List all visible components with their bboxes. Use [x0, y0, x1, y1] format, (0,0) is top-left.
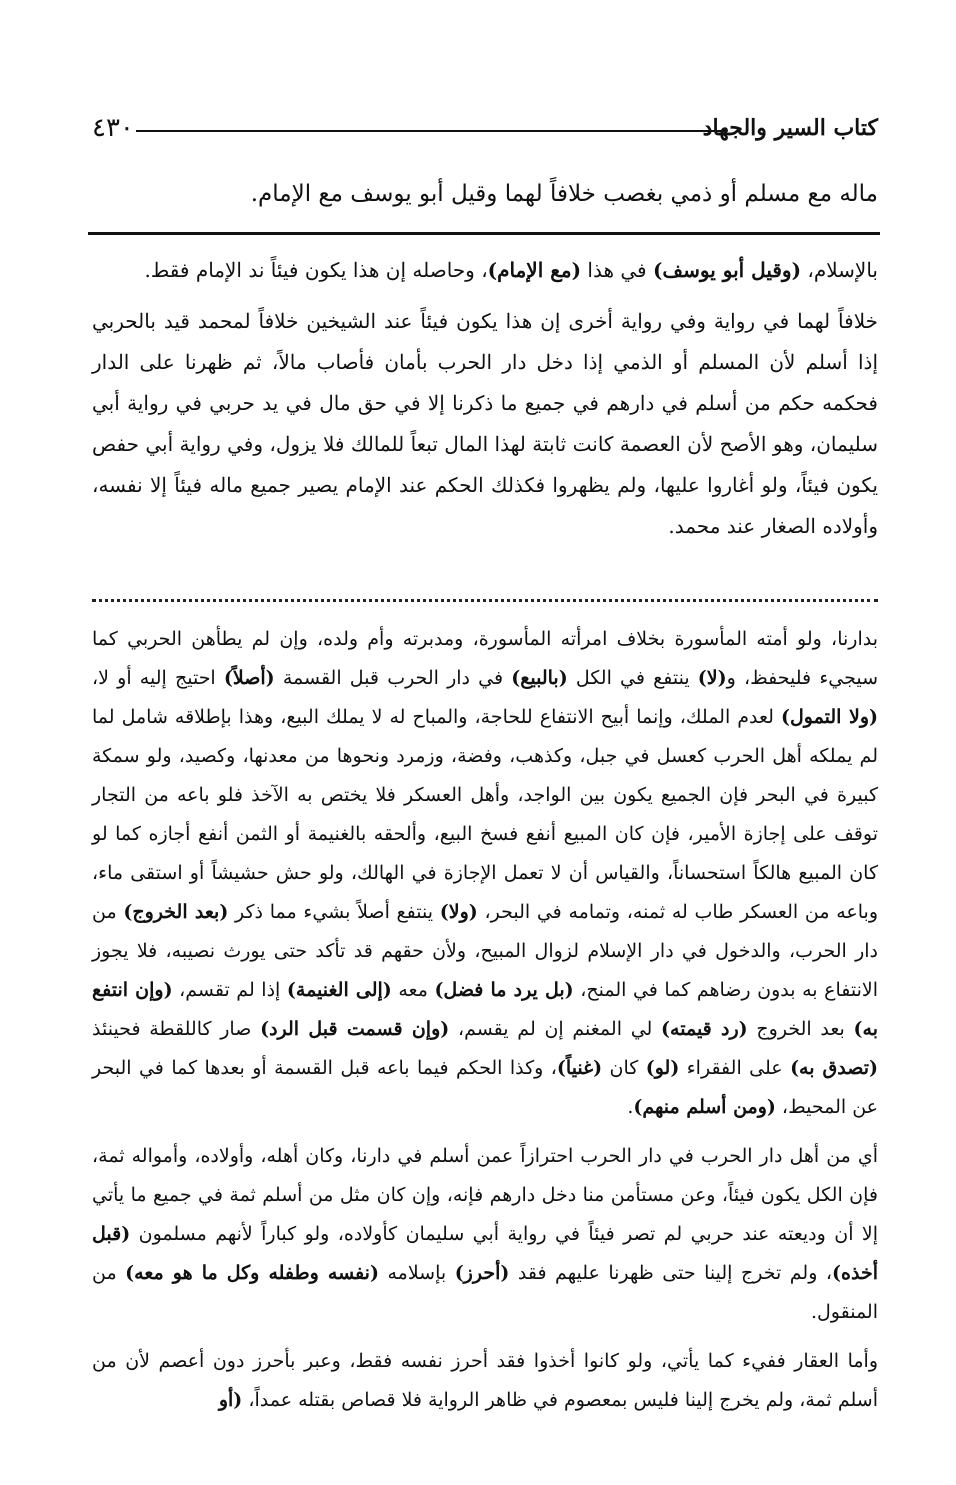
quoted-matn: (لو) — [645, 1057, 680, 1079]
quoted-matn: (ومن أسلم منهم) — [633, 1096, 776, 1118]
quoted-matn: (ولا) — [439, 901, 478, 923]
quoted-matn: (بعد الخروج) — [123, 901, 229, 923]
commentary-a-paragraph-1 — [92, 250, 878, 291]
quoted-matn: (ولا التمول) — [781, 706, 878, 728]
quoted-matn: (بل يرد ما فضل) — [434, 979, 574, 1001]
text-run: . — [627, 1096, 634, 1118]
quoted-matn: (مع الإمام) — [487, 258, 582, 282]
text-run: معه — [391, 979, 435, 1001]
quoted-matn: (وقيل أبو يوسف) — [652, 258, 802, 282]
quoted-matn: (غنياً) — [556, 1057, 603, 1079]
text-run: احتيج إليه أو لا، — [92, 667, 224, 689]
text-run: ، وكذا الحكم فيما باعه قبل القسمة أو بعدها كما في البحر عن المحيط، — [92, 1057, 878, 1118]
quoted-matn: (رد قيمته) — [661, 1018, 748, 1040]
matn-separator-rule — [88, 232, 880, 235]
running-title: كتاب السير والجهاد — [702, 115, 878, 141]
commentary-b-paragraph-1 — [92, 620, 878, 1127]
text-run: خلافاً لهما في رواية وفي رواية أخرى إن هذا يكون فيئاً عند الشيخين خلافاً لمحمد قيد بالحربي إذا أسلم لأن المسلم أو الذمي إذا دخل دار الحرب بأمان فأصاب مالاً، ثم ظهرنا على الدار فحكمه حكم من أسلم في دارهم في جميع ما ذكرنا إلا في حق مال في يد حربي في رواية أبي سليمان، وهو الأصح لأن العصمة كانت ثابتة لهذا المال تبعاً للمالك فلا يزول، وفي رواية أبي حفص يكون فيئاً، ولو أغاروا عليها، ولم يظهروا فكذلك الحكم عند الإمام يصير جميع ماله فيئاً إلا نفسه، وأولاده الصغار عند محمد. — [92, 309, 878, 538]
text-run: ينتفع أصلاً بشيء مما ذكر — [228, 901, 440, 923]
text-run: من المنقول. — [92, 1262, 878, 1323]
text-run: في دار الحرب قبل القسمة — [274, 667, 512, 689]
text-run: كان — [602, 1057, 646, 1079]
text-run: بعد الخروج — [747, 1018, 854, 1040]
quoted-matn: (أحرز) — [454, 1262, 510, 1284]
dotted-separator — [92, 599, 878, 602]
text-run: بالإسلام، — [801, 258, 878, 282]
quoted-matn: (قبل أخذه) — [92, 1223, 878, 1284]
commentary-b-paragraph-2 — [92, 1137, 878, 1332]
text-run: صار كاللقطة فحينئذ — [92, 1018, 261, 1040]
text-run: في هذا — [581, 258, 653, 282]
commentary-section-a — [92, 250, 878, 557]
text-run: ، وحاصله إن هذا يكون فيئاً ند الإمام فقط. — [144, 258, 488, 282]
quoted-matn: (أو — [218, 1389, 243, 1411]
text-run: بدارنا، ولو أمته المأسورة بخلاف امرأته المأسورة، ومدبرته وأم ولده، وإن لم يطأهن الحربي كما سيجيء فليحفظ، و — [92, 628, 879, 689]
text-run: أي من أهل دار الحرب في دار الحرب احترازاً عمن أسلم في دارنا، وكان أهله، وأولاده، وأمواله ثمة، فإن الكل يكون فيئاً، وعن مستأمن منا دخل دارهم فإنه، وإن كان مثل من أسلم ثمة في جميع ما يأتي إلا أن وديعته عند حربي لم تصر فيئاً في رواية أبي سليمان كأولاده، ولو كباراً لأنهم مسلمون — [92, 1145, 878, 1245]
quoted-matn: (تصدق به) — [790, 1057, 878, 1079]
commentary-a-paragraph-2 — [92, 301, 878, 547]
quoted-matn: (وإن انتفع به) — [92, 979, 878, 1040]
matn-text — [92, 172, 878, 216]
commentary-section-b — [92, 620, 878, 1430]
commentary-b-paragraph-3 — [92, 1342, 878, 1420]
matn-line: ماله مع مسلم أو ذمي بغصب خلافاً لهما وقيل أبو يوسف مع الإمام. — [250, 181, 878, 207]
quoted-matn: (لا) — [697, 667, 727, 689]
text-run: ، ولم تخرج إلينا حتى ظهرنا عليهم فقد — [509, 1262, 833, 1284]
quoted-matn: (وإن قسمت قبل الرد) — [260, 1018, 450, 1040]
text-run: على الفقراء — [679, 1057, 791, 1079]
quoted-matn: (بالبيع) — [511, 667, 568, 689]
text-run: من دار الحرب، والدخول في دار الإسلام لزوال المبيح، ولأن حقهم قد تأكد حتى يورث نصيبه، فلا يجوز الانتفاع به بدون رضاهم كما في المنح، — [92, 901, 878, 1001]
text-run: لي المغنم إن لم يقسم، — [449, 1018, 662, 1040]
text-run: لعدم الملك، وإنما أبيح الانتفاع للحاجة، والمباح له لا يملك البيع، وهذا بإطلاقه شامل لما لم يملكه أهل الحرب كعسل في جبل، وكذهب، وفضة، وزمرد ونحوها من معدنها، وكصيد، ولو سمكة كبيرة في البحر فإن الجميع يكون بين الواجد، وأهل العسكر فلا يختص به الآخذ فلو باعه من التجار توقف على إجازة الأمير، فإن كان المبيع أنفع فسخ البيع، وألحقه بالغنيمة أو الثمن أنفع أجازه كما لو كان المبيع هالكاً استحساناً، والقياس أن لا تعمل الإجازة في الهالك، ولو حش حشيشاً أو استقى ماء، وباعه من العسكر طاب له ثمنه، وتمامه في البحر، — [92, 706, 879, 923]
text-run: إذا لم تقسم، — [172, 979, 287, 1001]
quoted-matn: (أصلاً) — [223, 667, 275, 689]
text-run: وأما العقار ففيء كما يأتي، ولو كانوا أخذوا فقد أحرز نفسه فقط، وعبر بأحرز دون أعصم لأن من أسلم ثمة، ولم يخرج إلينا فليس بمعصوم في ظاهر الرواية فلا قصاص بقتله عمداً، — [92, 1350, 878, 1411]
quoted-matn: (إلى الغنيمة) — [286, 979, 392, 1001]
quoted-matn: (نفسه وطفله وكل ما هو معه) — [125, 1262, 379, 1284]
page-number: ٤٣٠ — [92, 113, 134, 143]
header-rule — [136, 130, 726, 132]
text-run: بإسلامه — [378, 1262, 455, 1284]
page-header — [92, 112, 878, 152]
text-run: ينتفع في الكل — [567, 667, 698, 689]
